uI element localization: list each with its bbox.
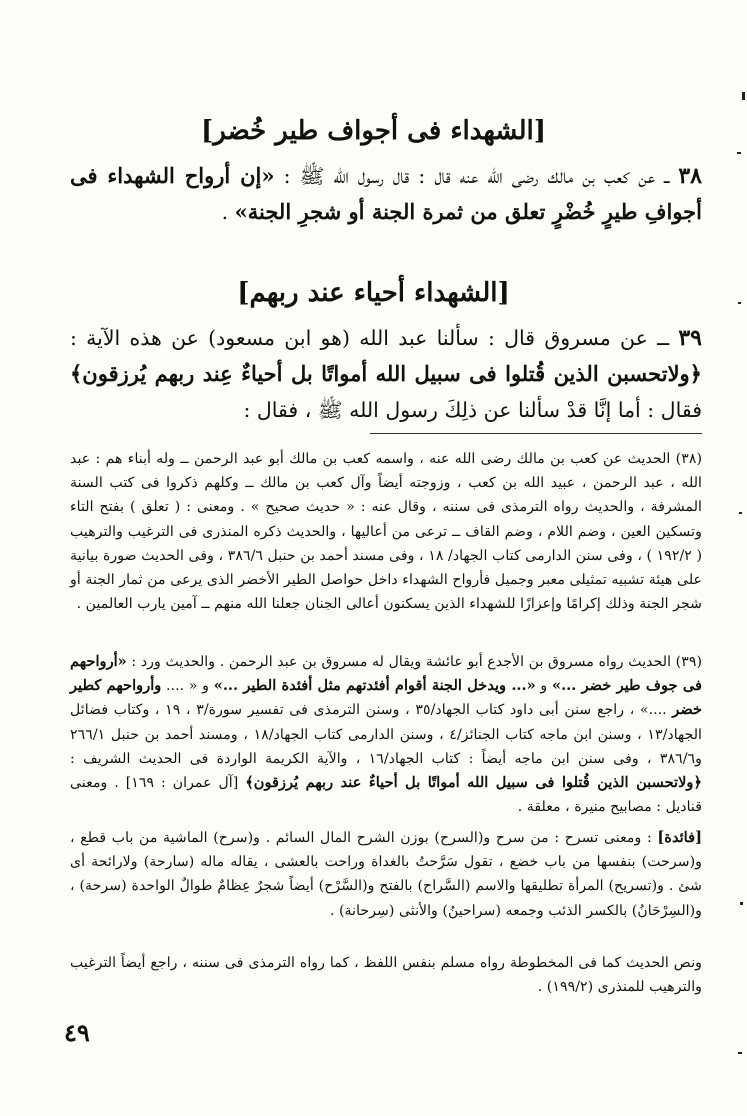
scan-speck xyxy=(739,512,742,514)
quran-verse: ﴿ولاتحسبن الذين قُتلوا فى سبيل الله أمواتًا بل أحياءٌ عِند ربهم يُرزقون﴾ xyxy=(70,361,702,386)
hadith-quote: «إن أرواح الشهداء فى أجوافِ طيرٍ خُضْرٍ تعلق من ثمرة الجنة أو شجرِ الجنة» xyxy=(70,163,702,224)
hadith-39 xyxy=(70,320,702,428)
section-heading-martyrs-alive: [الشهداء أحياء عند ربهم] xyxy=(237,278,510,308)
hadith-38 xyxy=(70,158,702,230)
footnote-text: و « .... xyxy=(161,678,214,695)
footnote-closing: ونص الحديث كما فى المخطوطة رواه مسلم بنفس اللفظ ، كما رواه الترمذى فى سننه ، راجع أيضاً الترغيب والترهيب للمنذرى (١٩٩/٢) . xyxy=(70,955,702,996)
footnote-38: (٣٨) الحديث عن كعب بن مالك رضى الله عنه ، واسمه كعب بن مالك أبو عبد الرحمن ــ وله أبناء هم : عبد الله ، عبد الرحمن ، عبيد الله بن كعب ، وزوجته أيضاً وآل كعب بن مالك ــ وكلهم ذكروا فى كتب السنة المشرفة ، والحديث رواه الترمذى فى سننه ، وقال عنه : « حديث صحيح » . ومعنى : ( تعلق ) بفتح التاء وتسكين العين ، وضم اللام ، وضم القاف ــ ترعى من أعاليها ، والحديث ذكره المنذرى فى الترغيب والترهيب ( ١٩٢/٢ ) ، وفى سنن الدارمى كتاب الجهاد/ ١٨ ، وفى مسند أحمد بن حنبل ٣٨٦/٦ ، وفى الحديث صورة بيانية على هيئة تشبيه تمثيلى معبر وجميل فأرواح الشهداء داخل حواصل الطير الأخضر الذى يرعى من ثمار الجنة أو شجر الجنة وذلك إكرامًا وإعزازًا للشهداء الذين يسكنون أعالى الجنان جعلنا الله منهم ــ آمين يارب العالمين . xyxy=(70,451,703,613)
scan-speck xyxy=(742,92,745,100)
footnote-verse: ﴿ولاتحسبن الذين قُتلوا فى سبيل الله أمواتًا بل أحياءٌ عند ربهم يُرزقون﴾ xyxy=(245,774,703,792)
footnote-divider xyxy=(370,433,702,434)
footnote-text: ....» ، راجع سنن أبى داود كتاب الجهاد/٣٥ ، وسنن الترمذى فى تفسير سورة/٣ ، ١٩ ، وكتاب فضائل الجهاد/١٣ ، وسنن ابن ماجه كتاب الجنائز/٤ ، وسنن الدارمى كتاب الجهاد/١٨ ، ومسند أحمد بن حنبل ٢٦٦/١ و٣٨٦/٦ ، وفى سنن ابن ماجه أيضاً : كتاب الجهاد/١٦ ، والآية الكريمة الواردة فى الحديث الشريف : xyxy=(70,702,702,767)
footnote-39 xyxy=(70,650,702,819)
scan-speck xyxy=(738,302,741,304)
section-heading-martyrs-green-birds: [الشهداء فى أجواف طير خُضر] xyxy=(200,116,547,146)
footnote-quote: وأرواحهم كطير خضر xyxy=(70,677,702,719)
faida-label: [فائدة] xyxy=(657,829,702,846)
footnote-faida xyxy=(70,826,702,923)
scan-speck xyxy=(737,152,741,154)
footnote-text: [آل عمران : ١٦٩] . ومعنى قناديل : مصابيح منيرة ، معلقة . xyxy=(70,775,702,816)
footnote-text: و xyxy=(535,678,552,695)
hadith-intro: ــ عن مسروق قال : سألنا عبد الله (هو ابن مسعود) عن هذه الآية : xyxy=(70,326,679,350)
faida-text: : ومعنى تسرح : من سرح و(السرح) بوزن الشرح المال السائم . و(سرح) الماشية من باب قطع ، و(سرحت) بنفسها من باب خضع ، تقول سَرَّحتُ بالغداة وراحت بالعشى ، يقاله ماله (سارحة) ولارائحة أى شئ . و(تسريح) المرأة تطليقها والاسم (السَّراح) بالفتح و(السَّرْح) أيضاً شجرٌ عِظامٌ طوالٌ الواحدة (سرحة) ، و(السِرْحَانُ) بالكسر الذئب وجمعه (سراحينُ) والأنثى (سِرحانة) . xyxy=(70,830,702,919)
footnote-quote: «... ويدخل الجنة أقوام أفئدتهم مثل أفئدة الطير ...» xyxy=(213,677,536,695)
footnote-quote: «أرواحهم فى جوف طير خضر ...» xyxy=(70,653,702,695)
hadith-end: فقال : أما إنَّا قدْ سألنا عن ذلِكَ رسول الله ﷺ ، فقال : xyxy=(243,398,702,422)
hadith-end: . xyxy=(221,200,235,224)
hadith-number: ٣٨ xyxy=(678,163,702,189)
scan-speck xyxy=(740,902,743,905)
hadith-number: ٣٩ xyxy=(678,325,702,351)
scan-speck xyxy=(738,1052,742,1054)
footnote-text: (٣٩) الحديث رواه مسروق بن الأجدع أبو عائشة ويقال له مسروق بن عبد الرحمن . والحديث ورد : xyxy=(126,654,702,670)
page-number: ٤٩ xyxy=(64,1018,90,1047)
hadith-intro: ــ عن كعب بن مالك رضى الله عنه قال : قال رسول الله ﷺ : xyxy=(283,164,679,188)
